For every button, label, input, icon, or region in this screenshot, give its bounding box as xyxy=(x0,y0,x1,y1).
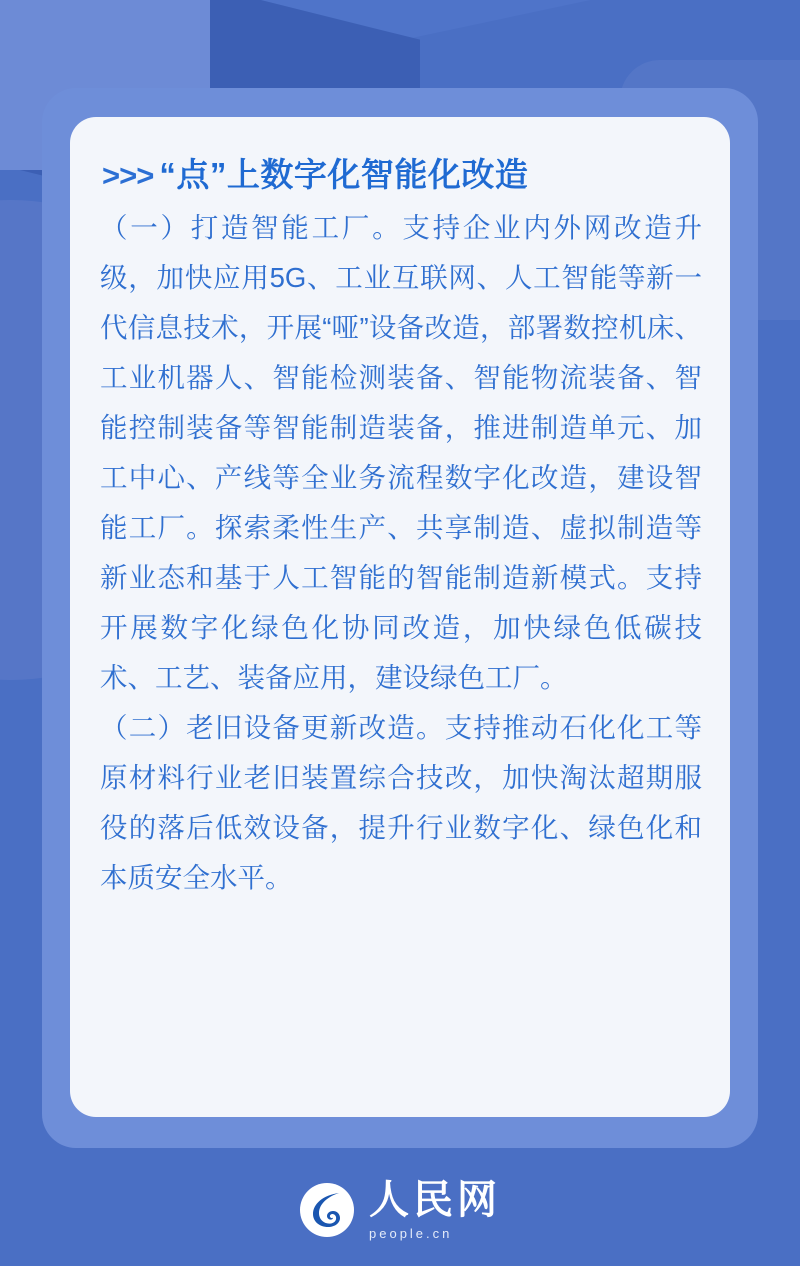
paragraph-1: （一）打造智能工厂。支持企业内外网改造升级，加快应用5G、工业互联网、人工智能等新一代信息技术，开展“哑”设备改造，部署数控机床、工业机器人、智能检测装备、智能物流装备、智能控制装备等智能制造装备，推进制造单元、加工中心、产线等全业务流程数字化改造，建设智能工厂。探索柔性生产、共享制造、虚拟制造等新业态和基于人工智能的智能制造新模式。支持开展数字化绿色化协同改造，加快绿色低碳技术、工艺、装备应用，建设绿色工厂。 xyxy=(100,212,702,694)
page-title xyxy=(102,157,702,193)
brand-text xyxy=(369,1177,501,1241)
paragraph-2: （二）老旧设备更新改造。支持推动石化化工等原材料行业老旧装置综合技改，加快淘汰超期服役的落后低效设备，提升行业数字化、绿色化和本质安全水平。 xyxy=(100,712,702,894)
footer xyxy=(0,1177,800,1241)
brand-name-cn: 人民网 xyxy=(369,1177,501,1222)
content-card xyxy=(70,117,730,1117)
chevron-right-icon: >>> xyxy=(102,157,154,193)
brand-name-en: people.cn xyxy=(369,1226,453,1241)
brand-logo xyxy=(299,1177,501,1241)
body-text xyxy=(100,203,702,903)
people-cn-swirl-icon xyxy=(299,1182,355,1238)
page-title-text: “点”上数字化智能化改造 xyxy=(159,156,529,193)
